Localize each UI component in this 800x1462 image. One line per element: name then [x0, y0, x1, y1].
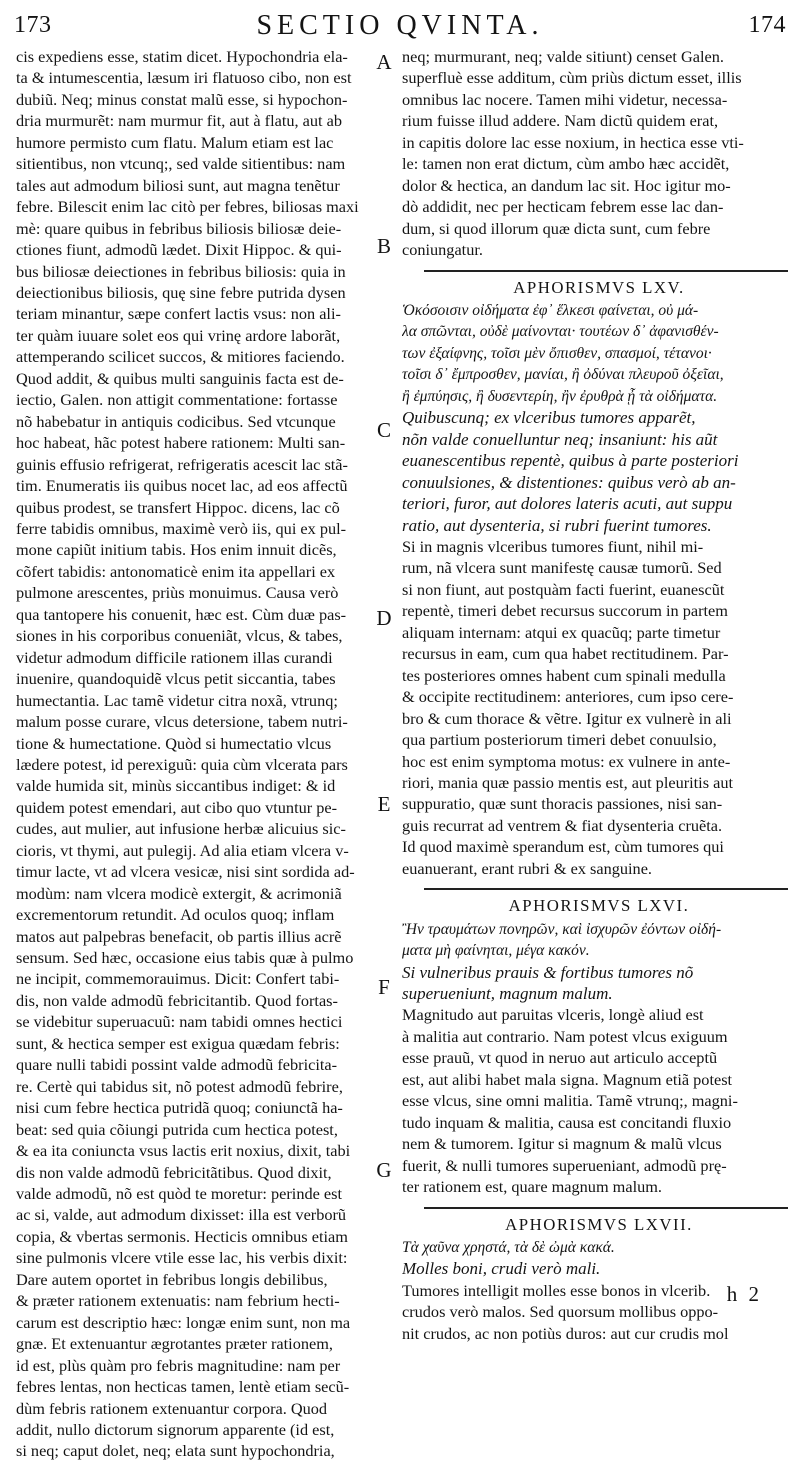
text-line: esse prauũ, vt quod in neruo aut articulo acceptũ	[402, 1048, 718, 1068]
text-line: nõ habebatur in antiquis codicibus. Sed vtcunque	[16, 411, 336, 431]
text-line: sensum. Sed hæc, occasione eius tabis quæ à pulmo	[16, 948, 354, 968]
text-line: humectantia. Lac tamẽ videtur citra noxã, vtrunq;	[16, 690, 338, 710]
text-line: febres lentas, non hecticas tamen, lentè etiam secũ-	[16, 1377, 350, 1397]
text-line: guis recurrat ad ventrem & fiat dysenteria cruẽta.	[402, 815, 723, 835]
text-line: modùm: nam vlcera modicè extergit, & acrimoniã	[16, 883, 342, 903]
text-line: coniungatur.	[402, 240, 483, 260]
greek-text	[402, 919, 796, 962]
text-line: gnæ. Et extenuantur ægrotantes præter rationem,	[16, 1334, 333, 1354]
text-line: febre. Bilescit enim lac citò per febres, biliosas maxi	[16, 197, 359, 217]
text-line: recursus in eam, cum qua habet rectitudinem. Par-	[402, 644, 729, 664]
greek-text	[402, 300, 796, 407]
text-line: nisi cum febre hectica putridã quoq; coniunctã ha-	[16, 1098, 343, 1118]
text-line: tales aut admodum biliosi sunt, aut magna tenẽtur	[16, 175, 340, 195]
text-line: qua partium posteriorum timeri debet conuulsio,	[402, 730, 717, 750]
commentary	[402, 1004, 796, 1197]
text-line: esse vlcus, sine omni malitia. Tamẽ vtrunq;, magni-	[402, 1091, 738, 1111]
text-line: quare nulli tabidi possint valde admodũ febricita-	[16, 1055, 338, 1075]
margin-letter-g: G	[376, 1158, 392, 1182]
text-line: le: tamen non erat dictum, cùm ambo hæc accidẽt,	[402, 154, 730, 174]
text-line: mone capiũt initium tabis. Hos enim innuit dicẽs,	[16, 540, 337, 560]
text-line: quibus prodest, se transfert Hippoc. dicens, lac cõ	[16, 497, 340, 517]
text-line: deiectionibus biliosis, quę sine febre putrida dysen	[16, 282, 346, 302]
running-title: SECTIO QVINTA.	[256, 10, 544, 41]
text-line: dis non valde admodũ febricitãtibus. Quod dixit,	[16, 1162, 332, 1182]
latin-translation	[402, 407, 796, 536]
text-line: ματα μὴ φαίνηται, μέγα κακόν.	[402, 942, 590, 960]
text-line: Ὁκόσοισιν οἰδήματα ἐφ᾽ ἕλκεσι φαίνεται, οὐ μά-	[402, 301, 699, 319]
text-line: Si vulneribus prauis & fortibus tumores nõ	[402, 962, 694, 982]
text-line: dùm febris rationem extenuantur corpora. Quod	[16, 1398, 328, 1418]
text-line: dis, non valde admodũ febricitantib. Quod fortas-	[16, 990, 338, 1010]
text-line: mè: quare quibus in febribus biliosis biliosæ deie-	[16, 218, 342, 238]
text-line: carum est descriptio hæc: longæ enim sunt, non ma	[16, 1312, 351, 1332]
text-line: ta & intumescentia, læsum iri flatuoso cibo, non est	[16, 68, 352, 88]
text-line: cudes, aut mulier, aut infusione herbæ alicuius sic-	[16, 819, 346, 839]
text-line: se videbitur superuacuũ: nam tabidi omnes hectici	[16, 1012, 343, 1032]
text-line: Molles boni, crudi verò mali.	[402, 1259, 601, 1279]
text-line: lædere potest, id perexiguũ: quia cùm vlcerata pars	[16, 754, 348, 774]
aphorism-65	[402, 277, 796, 880]
text-line: dum, si quod illorum quæ dicta sunt, cum febre	[402, 218, 711, 238]
greek-text	[402, 1237, 796, 1258]
text-line: quidem potest emendari, aut cibo quo vtuntur pe-	[16, 797, 338, 817]
page-number-right: 174	[748, 12, 786, 38]
text-line: nõn valde conuelluntur neq; insaniunt: his aũt	[402, 429, 718, 449]
section-rule	[424, 1207, 788, 1209]
commentary	[402, 536, 796, 879]
text-line: suppuratio, quæ sunt thoracis passiones, nisi san-	[402, 794, 723, 814]
text-line: Quibuscunq; ex vlceribus tumores apparẽt,	[402, 408, 696, 428]
text-line: matos aut palpebras benefacit, ob partis illius acrẽ	[16, 926, 342, 946]
text-line: dolor & hectica, an dandum lac sit. Hoc igitur mo-	[402, 175, 731, 195]
text-line: Ἢν τραυμάτων πονηρῶν, καὶ ἰσχυρῶν ἐόντων οἰδή-	[402, 920, 722, 938]
text-line: cõfert tabidis: antonomaticè enim ita appellari ex	[16, 561, 336, 581]
text-line: conuulsiones, & distentiones: quibus verò ab an-	[402, 472, 736, 492]
text-line: rium fuisse illud addere. Nam dictũ quidem erat,	[402, 111, 719, 131]
text-line: dò addidit, nec per hecticam febrem esse lac dan-	[402, 197, 724, 217]
text-line: rum, nã vlcera sunt manifestę causæ tumorũ. Sed	[402, 558, 722, 578]
text-line: re. Certè qui tabidus sit, nõ potest admodũ febrire,	[16, 1076, 343, 1096]
margin-letter-b: B	[376, 234, 391, 258]
aphorism-66	[402, 895, 796, 1197]
text-line: ac si, valde, aut admodum dixisset: illa est verborũ	[16, 1205, 347, 1225]
text-line: guinis effusio refrigerat, refrigeratis acescit lac stã-	[16, 454, 348, 474]
text-line: iectio, Galen. non attigit commentatione: fortasse	[16, 390, 338, 410]
text-line: si non fiunt, aut postquàm facti fuerint, euanescũt	[402, 579, 725, 599]
text-line: teriori, furor, aut dolores lateris acuti, aut suppu	[402, 494, 733, 514]
text-line: dria murmurẽt: nam murmur fit, aut à flatu, aut ab	[16, 111, 342, 131]
signature-mark: h 2	[726, 1282, 762, 1306]
margin-letter-d: D	[376, 606, 392, 630]
text-line: τοῖσι δ᾽ ἔμπροσθεν, μανίαι, ἢ ὀδύναι πλευροῦ ὀξεῖαι,	[402, 366, 724, 384]
margin-letter-a: A	[376, 50, 392, 74]
text-line: ctiones fiunt, admodũ lædet. Dixit Hippoc. & qui-	[16, 240, 342, 260]
text-line: dubiũ. Neq; minus constat malũ esse, si hypochon-	[16, 89, 348, 109]
section-rule	[424, 888, 788, 890]
text-line: timur lacte, vt ad vlcera vesicæ, nisi sint sordida ad-	[16, 862, 355, 882]
text-line: malum posse curare, vlcus detersione, tabem nutri-	[16, 712, 348, 732]
text-line: & ea ita coniuncta vsus lactis erit noxius, dixit, tabi	[16, 1141, 351, 1161]
text-line: nem & tumorem. Igitur si magnum & malũ vlcus	[402, 1134, 722, 1154]
text-line: tione & humectatione. Quòd si humectatio vlcus	[16, 733, 332, 753]
text-line: beat: sed quia cõiungi putrida cum hectica potest,	[16, 1119, 338, 1139]
aphorism-heading: APHORISMVS LXV.	[513, 277, 685, 297]
section-rule	[424, 270, 788, 272]
latin-translation	[402, 1258, 796, 1279]
text-line: cioris, vt thymi, aut pulegij. Ad alia etiam vlcera v-	[16, 840, 349, 860]
text-line: teriam minantur, sæpe confert lactis vsus: non ali-	[16, 304, 341, 324]
margin-letter-f: F	[378, 975, 390, 999]
text-line: ter quàm iuuare solet eos qui vrinę ardore laborãt,	[16, 325, 341, 345]
text-line: crudos verò malos. Sed quorsum mollibus oppo-	[402, 1302, 719, 1322]
page-header	[14, 10, 786, 44]
text-line: των ἐξαίφνης, τοῖσι μὲν ὄπισθεν, σπασμοί, τέτανοι·	[402, 344, 712, 362]
text-line: attemperando scilicet succos, & mitiores faciendo.	[16, 347, 345, 367]
margin-letter-c: C	[376, 418, 391, 442]
text-line: videtur admodum difficile rationem illas curandi	[16, 647, 333, 667]
text-line: Magnitudo aut paruitas vlceris, longè aliud est	[402, 1005, 704, 1025]
text-line: Τὰ χαῦνα χρηστά, τὰ δὲ ὠμὰ κακά.	[402, 1239, 615, 1257]
text-line: tudo inquam & malitia, causa est concitandi fluxio	[402, 1112, 732, 1132]
text-line: ne incipit, commemorauimus. Dicit: Confert tabi-	[16, 969, 340, 989]
text-line: sunt, & hectica semper est exigua quædam febris:	[16, 1033, 340, 1053]
text-line: & occipite rectitudinem: anteriores, cum ipso cere-	[402, 687, 734, 707]
text-line: superfluè esse additum, cùm priùs dictum esset, illis	[402, 68, 742, 88]
text-line: in capitis dolore lac esse noxium, in hectica esse vti-	[402, 132, 744, 152]
text-line: ratio, aut dysenteria, si rubri fuerint tumores.	[402, 515, 712, 535]
text-line: cis expediens esse, statim dicet. Hypochondria ela-	[16, 47, 348, 66]
text-line: tim. Enumeratis iis quibus nocet lac, ad eos affectũ	[16, 476, 348, 496]
text-line: valde admodũ, nõ est quòd te moretur: perinde est	[16, 1184, 342, 1204]
text-line: humore permisto cum flatu. Malum etiam est lac	[16, 132, 334, 152]
aphorism-67	[402, 1214, 796, 1345]
text-line: est, aut alibi habet mala signa. Magnum etiã potest	[402, 1069, 733, 1089]
text-line: riori, mania quæ passio mentis est, aut pleuritis aut	[402, 772, 733, 792]
text-line: neq; murmurant, neq; valde sitiunt) censet Galen.	[402, 47, 724, 66]
text-line: siones in his corporibus conueniãt, vlcus, & tabes,	[16, 626, 343, 646]
text-line: & præter rationem extenuatis: nam febrium hecti-	[16, 1291, 340, 1311]
aphorism-heading: APHORISMVS LXVII.	[505, 1214, 693, 1234]
aphorism-heading: APHORISMVS LXVI.	[508, 896, 690, 916]
text-line: superueniunt, magnum malum.	[402, 984, 613, 1004]
text-line: addit, nullo dictorum signorum apparente (id est,	[16, 1420, 335, 1439]
text-line: ter rationem est, quare magnum malum.	[402, 1177, 662, 1197]
text-line: λα σπῶνται, οὐδὲ μαίνονται· τουτέων δ᾽ ἀφανισθέν-	[402, 323, 719, 341]
text-line: valde humida sit, minùs siccantibus indiget: & id	[16, 776, 336, 796]
text-line: ferre tabidis omnibus, maximè verò iis, qui ex pul-	[16, 518, 347, 538]
text-line: ἢ ἐμπύησις, ἢ δυσεντερίη, ἢν ἐρυθρὰ ᾖ τὰ οἰδήματα.	[402, 387, 718, 405]
text-line: repentè, timeri debet recursus succorum in partem	[402, 601, 728, 621]
text-line: Dare autem oportet in febribus longis debilibus,	[16, 1269, 328, 1289]
text-line: fuerit, & nulli tumores superueniant, admodũ prę-	[402, 1155, 727, 1175]
text-line: tes posteriores omnes habent cum spinali medulla	[402, 665, 726, 685]
text-line: Si in magnis vlceribus tumores fiunt, nihil mi-	[402, 536, 704, 556]
right-column	[402, 46, 796, 1344]
text-line: omnibus lac nocere. Tamen mihi videtur, necessa-	[402, 89, 728, 109]
text-line: id est, plùs quàm pro febris magnitudine: nam per	[16, 1355, 341, 1375]
text-line: inuenire, quandoquidẽ vlcus petit siccantia, tabes	[16, 669, 336, 689]
text-line: pulmone arescentes, priùs monuimus. Causa verò	[16, 583, 339, 603]
text-line: copia, & vbertas sermonis. Hecticis omnibus etiam	[16, 1226, 348, 1246]
text-line: euanuerant, erant rubri & ex sanguine.	[402, 858, 652, 878]
text-line: bro & cum thorace & vẽtre. Igitur ex vulnerè in ali	[402, 708, 732, 728]
text-line: sitientibus, non vtcunq;, sed valde sitientibus: nam	[16, 154, 346, 174]
text-line: Tumores intelligit molles esse bonos in vlcerib.	[402, 1280, 711, 1300]
continued-commentary	[402, 46, 796, 261]
page-number-left: 173	[14, 12, 52, 38]
text-line: hoc est enim symptoma motus: ex vulnere in ante-	[402, 751, 731, 771]
text-line: aliquam internam: atqui ex quacũq; parte timetur	[402, 622, 721, 642]
text-line: qua tantopere his conuenit, hæc est. Cùm duæ pas-	[16, 604, 347, 624]
left-column	[16, 46, 378, 1462]
margin-letter-e: E	[377, 792, 391, 816]
latin-translation	[402, 962, 796, 1005]
text-line: Id quod maximè sperandum est, cùm tumores qui	[402, 837, 724, 857]
text-line: bus biliosæ deiectiones in febribus biliosis: quia in	[16, 261, 346, 281]
text-line: hoc habeat, hãc potest habere rationem: Multi san-	[16, 433, 346, 453]
text-line: excrementorum retundit. Ad oculos quoq; inflam	[16, 905, 335, 925]
text-line: si neq; caput dolet, neq; elata sunt hypochondria,	[16, 1441, 335, 1461]
text-line: sine pulmonis vlcere vtile esse lac, his verbis dixit:	[16, 1248, 348, 1268]
text-line: Quod addit, & quibus multi sanguinis facta est de-	[16, 368, 344, 388]
text-line: euanescentibus repentè, quibus à parte posteriori	[402, 451, 739, 471]
text-line: à malitia aut contrario. Nam potest vlcus exiguum	[402, 1026, 728, 1046]
text-line: nit crudos, ac non potiùs duros: aut cur crudis mol	[402, 1323, 729, 1343]
